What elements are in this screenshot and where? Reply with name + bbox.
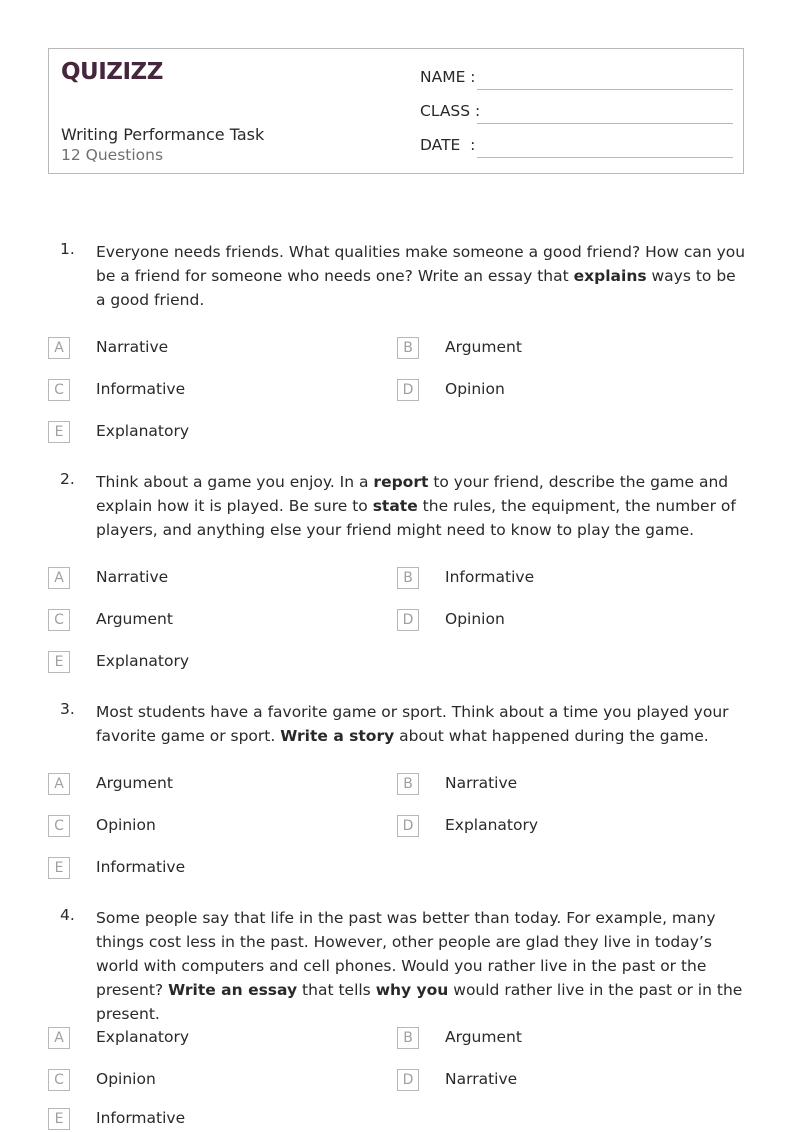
option-text: Argument — [96, 610, 173, 628]
question-text — [96, 240, 748, 312]
option-letter: C — [48, 1069, 70, 1091]
question-text-run: to your friend, describe the game and explain how it is played. Be sure to — [96, 473, 729, 515]
name-field[interactable] — [420, 68, 733, 92]
option-text: Informative — [445, 568, 535, 586]
option-letter: C — [48, 379, 70, 401]
option-text: Opinion — [96, 1070, 156, 1088]
option-letter: B — [397, 337, 419, 359]
emphasized-text: why you — [375, 981, 449, 999]
emphasized-text: Write a story — [280, 727, 395, 745]
option-text: Argument — [445, 1028, 522, 1046]
option-letter: C — [48, 609, 70, 631]
option-letter: A — [48, 567, 70, 589]
option-letter: C — [48, 815, 70, 837]
class-field[interactable] — [420, 102, 733, 126]
option-letter: E — [48, 651, 70, 673]
option-text: Opinion — [445, 380, 505, 398]
question-text — [96, 700, 748, 748]
option-text: Opinion — [96, 816, 156, 834]
option-text: Narrative — [96, 568, 169, 586]
date-field[interactable] — [420, 136, 733, 160]
option-text: Informative — [96, 858, 186, 876]
option-text: Argument — [96, 774, 173, 792]
question-number: 2. — [60, 470, 75, 488]
question-text-run: Think about a game you enjoy. In a — [96, 473, 374, 491]
question-text-run: that tells — [297, 981, 376, 999]
option-letter: D — [397, 609, 419, 631]
option-letter: A — [48, 1027, 70, 1049]
option-text: Narrative — [96, 338, 169, 356]
option-letter: E — [48, 857, 70, 879]
option-letter: A — [48, 337, 70, 359]
option-letter: B — [397, 773, 419, 795]
question-text-run: Most students have a favorite game or sport. Think about a time you played your favorite game or sport. — [96, 703, 729, 745]
option-text: Explanatory — [96, 1028, 190, 1046]
question-text-run: about what happened during the game. — [394, 727, 709, 745]
question-number: 4. — [60, 906, 75, 924]
option-letter: E — [48, 1108, 70, 1130]
emphasized-text: explains — [573, 267, 647, 285]
option-letter: D — [397, 1069, 419, 1091]
question-text-run: ways to be a good friend. — [96, 267, 736, 309]
name-label: NAME : — [420, 68, 476, 86]
option-letter: B — [397, 1027, 419, 1049]
question-text — [96, 906, 748, 1026]
question-number: 3. — [60, 700, 75, 718]
question-text-run: the rules, the equipment, the number of players, and anything else your friend might need to know to play the game. — [96, 497, 736, 539]
question-number: 1. — [60, 240, 75, 258]
option-text: Narrative — [445, 774, 518, 792]
option-text: Explanatory — [96, 652, 190, 670]
date-line[interactable] — [477, 157, 733, 158]
question-count: 12 Questions — [61, 146, 164, 164]
option-letter: D — [397, 379, 419, 401]
question-text-run: Everyone needs friends. What qualities make someone a good friend? How can you be a friend for someone who needs one? Write an essay that — [96, 243, 746, 285]
option-text: Argument — [445, 338, 522, 356]
option-text: Informative — [96, 1109, 186, 1127]
worksheet-title: Writing Performance Task — [61, 125, 265, 144]
name-line[interactable] — [477, 89, 733, 90]
option-text: Explanatory — [96, 422, 190, 440]
emphasized-text: Write an essay — [168, 981, 298, 999]
date-label: DATE : — [420, 136, 476, 154]
option-letter: A — [48, 773, 70, 795]
option-letter: E — [48, 421, 70, 443]
option-text: Narrative — [445, 1070, 518, 1088]
question-text-run: would rather live in the past or in the present. — [96, 981, 743, 1023]
class-line[interactable] — [477, 123, 733, 124]
worksheet-header — [48, 48, 744, 174]
emphasized-text: state — [372, 497, 418, 515]
option-letter: D — [397, 815, 419, 837]
option-text: Informative — [96, 380, 186, 398]
option-letter: B — [397, 567, 419, 589]
class-label: CLASS : — [420, 102, 481, 120]
question-text-run: Some people say that life in the past was better than today. For example, many things cost less in the past. However, other people are glad they live in today’s world with computers and cell phones. Would you rather live in the past or the present? — [96, 909, 716, 999]
emphasized-text: report — [373, 473, 429, 491]
question-text — [96, 470, 748, 542]
quizizz-logo: QUIZIZZ — [61, 59, 163, 85]
option-text: Opinion — [445, 610, 505, 628]
option-text: Explanatory — [445, 816, 539, 834]
